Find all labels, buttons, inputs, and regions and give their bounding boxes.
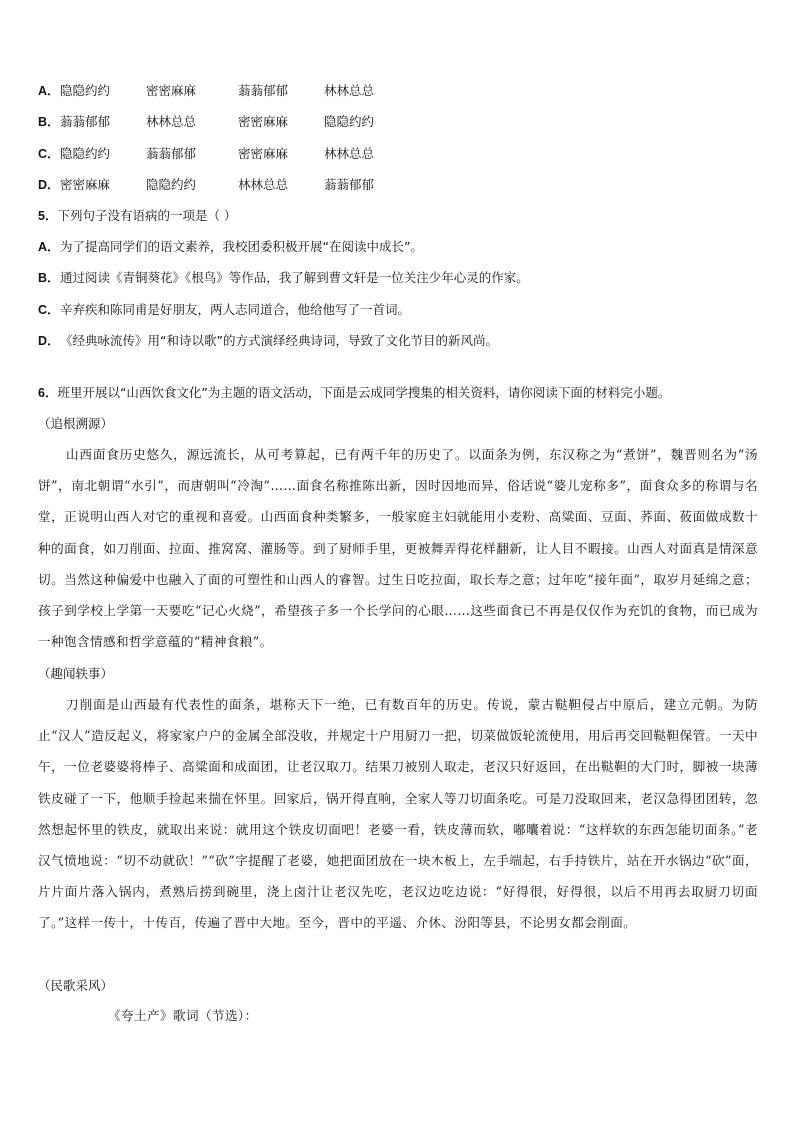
section-title-origin: （追根溯源）	[38, 416, 114, 431]
section-text-origin: 山西面食历史悠久，源远流长，从可考算起，已有两千年的历史了。以面条为例，东汉称之为“煮饼”，魏晋则名为“汤饼”，南北朝谓“水引”，而唐朝叫“冷淘”……面食名称推陈出新，因时因地而异，俗话说“婆儿宠称多”，面食众多的称谓与名堂，正说明山西人对它的重视和喜爱。山西面食种类繁多，一般家庭主妇就能用小麦粉、高粱面、豆面、荞面、莜面做成数十种的面食，如刀削面、拉面、推窝窝、灌肠等。到了厨师手里，更被舞弄得花样翻新，让人目不暇接。山西人对面真是情深意切。当然这种偏爱中也融入了面的可塑性和山西人的睿智。过生日吃拉面，取长寿之意；过年吃“接年面”，取岁月延绵之意；孩子到学校上学第一天要吃“记心火烧”，希望孩子多一个长学问的心眼……这些面食已不再是仅仅作为充饥的食物，而已成为一种饱含情感和哲学意蕴的“精神食粮”。	[38, 447, 758, 650]
option-item: 隐隐约约	[60, 83, 111, 98]
option-item: 隐隐约约	[146, 177, 197, 192]
option-item: 蓊蓊郁郁	[146, 146, 197, 161]
question-text: 下列句子没有语病的一项是（ ）	[57, 208, 237, 223]
option-text: 《经典咏流传》用“和诗以歌”的方式演绎经典诗词，导致了文化节目的新风尚。	[60, 333, 498, 348]
q4-option-c	[38, 145, 374, 163]
option-label: C．	[38, 303, 60, 317]
q5-option-b	[38, 269, 529, 287]
q4-option-b	[38, 113, 374, 131]
question-text: 班里开展以“山西饮食文化”为主题的语文活动，下面是云成同学搜集的相关资料，请你阅读下面的材料完小题。	[57, 385, 671, 400]
song-lyrics-title: 《夸土产》歌词（节选）：	[108, 1008, 258, 1023]
option-item: 隐隐约约	[60, 146, 111, 161]
option-text: 为了提高同学们的语文素养，我校团委积极开展“在阅读中成长”。	[60, 239, 423, 254]
option-label: D．	[38, 178, 60, 192]
q4-option-a	[38, 82, 374, 100]
question-number: 6．	[38, 386, 58, 400]
option-item: 蓊蓊郁郁	[238, 83, 289, 98]
option-item: 密密麻麻	[238, 146, 289, 161]
q5-option-d	[38, 332, 498, 350]
option-label: A．	[38, 240, 60, 254]
section-text-anecdote: 刀削面是山西最有代表性的面条，堪称天下一绝，已有数百年的历史。传说，蒙古鞑靼侵占中原后，建立元朝。为防止“汉人”造反起义，将家家户户的金属全部没收，并规定十户用厨刀一把，切菜做饭轮流使用，用后再交回鞑靼保管。一天中午，一位老婆婆将棒子、高粱面和成面团，让老汉取刀。结果刀被别人取走，老汉只好返回，在出鞑靼的大门时，脚被一块薄铁皮碰了一下，他顺手捡起来揣在怀里。回家后，锅开得直响，全家人等刀切面条吃。可是刀没取回来，老汉急得团团转，忽然想起怀里的铁皮，就取出来说：就用这个铁皮切面吧！老婆一看，铁皮薄而软，嘟囔着说：“这样软的东西怎能切面条。”老汉气愤地说：“切不动就砍！”“砍”字提醒了老婆，她把面团放在一块木板上，左手端起，右手持铁片，站在开水锅边“砍”面，片片面片落入锅内，煮熟后捞到碗里，浇上卤汁让老汉先吃，老汉边吃边说：“好得很，好得很，以后不用再去取厨刀切面了。”这样一传十，十传百，传遍了晋中大地。至今，晋中的平遥、介休、汾阳等县，不论男女都会削面。	[38, 697, 758, 931]
option-item: 蓊蓊郁郁	[60, 114, 111, 129]
option-item: 林林总总	[324, 83, 375, 98]
option-label: A．	[38, 84, 60, 98]
option-label: C．	[38, 147, 60, 161]
option-item: 林林总总	[324, 146, 375, 161]
section-title-folk-song: （民歌采风）	[38, 978, 114, 993]
option-text: 通过阅读《青铜葵花》《根鸟》等作品，我了解到曹文轩是一位关注少年心灵的作家。	[60, 270, 529, 285]
option-label: B．	[38, 115, 60, 129]
option-item: 林林总总	[238, 177, 289, 192]
option-item: 密密麻麻	[146, 83, 197, 98]
q5-option-a	[38, 238, 423, 256]
q5-option-c	[38, 301, 410, 319]
option-text: 辛弃疾和陈同甫是好朋友，两人志同道合，他给他写了一首词。	[60, 302, 411, 317]
option-item: 林林总总	[146, 114, 197, 129]
option-item: 隐隐约约	[324, 114, 375, 129]
q4-option-d	[38, 176, 374, 194]
question-number: 5．	[38, 209, 58, 223]
option-item: 密密麻麻	[60, 177, 111, 192]
section-title-anecdote: （趣闻轶事）	[38, 666, 114, 681]
option-label: D．	[38, 334, 60, 348]
q6-stem	[38, 384, 758, 402]
option-item: 蓊蓊郁郁	[324, 177, 375, 192]
option-item: 密密麻麻	[238, 114, 289, 129]
option-label: B．	[38, 271, 60, 285]
q5-stem	[38, 207, 236, 225]
